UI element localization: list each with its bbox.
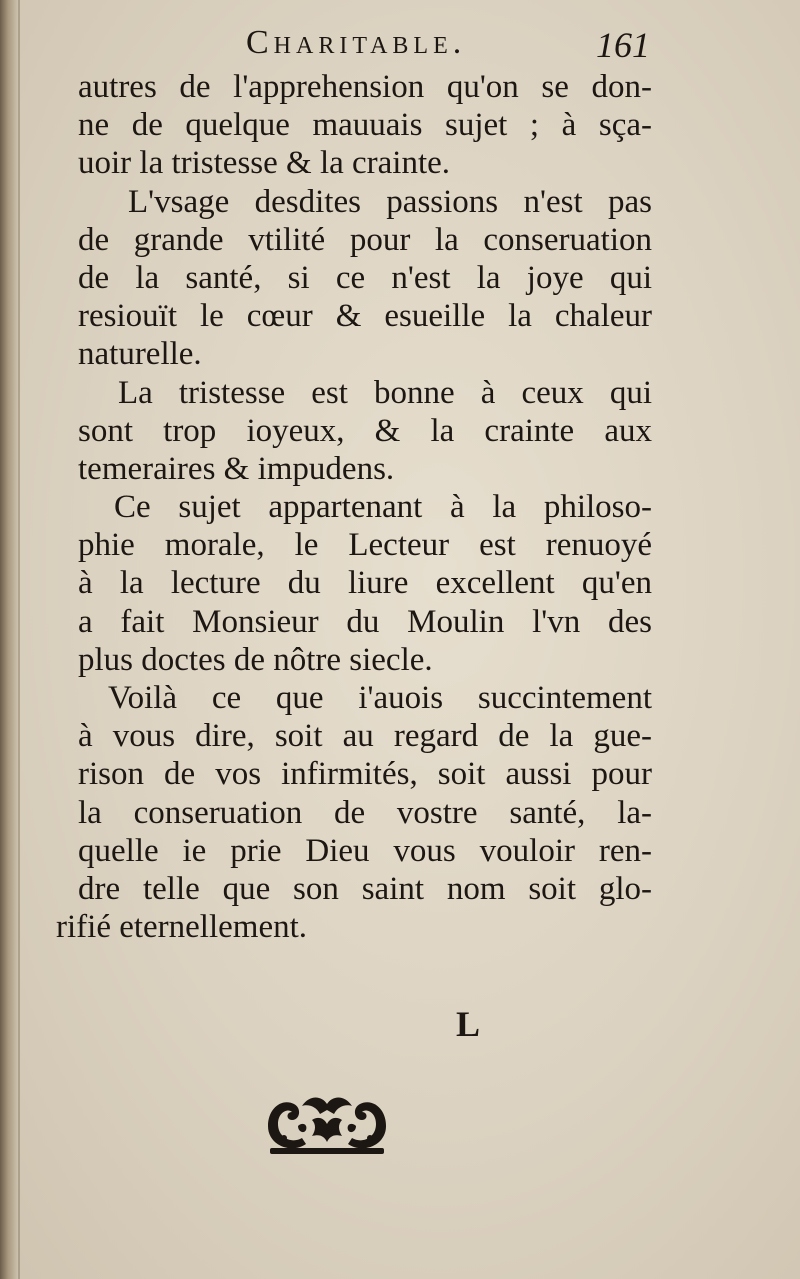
- page-header: [80, 22, 650, 72]
- text-line: autres de l'apprehension qu'on se don-: [78, 69, 652, 105]
- text-line: plus doctes de nôtre siecle.: [78, 641, 433, 678]
- text-line: de la santé, si ce n'est la joye qui: [78, 259, 652, 296]
- text-line: rifié eternellement.: [56, 909, 308, 946]
- text-line: à vous dire, soit au regard de la gue-: [78, 718, 652, 755]
- body-text: [56, 68, 652, 946]
- text-line: sont trop ioyeux, & la crainte aux: [78, 412, 652, 449]
- gutter-edge: [18, 0, 20, 1279]
- text-line: rison de vos infirmités, soit aussi pour: [78, 756, 652, 793]
- text-line: naturelle.: [78, 336, 202, 373]
- page-gutter: [0, 0, 18, 1279]
- catchword: L: [456, 1004, 481, 1044]
- text-line: ne de quelque mauuais sujet ; à sça-: [78, 107, 652, 144]
- text-line: uoir la tristesse & la crainte.: [78, 145, 451, 182]
- floral-tailpiece-ornament-icon: [262, 1086, 392, 1160]
- text-line: quelle ie prie Dieu vous vouloir ren-: [78, 832, 652, 869]
- text-line: a fait Monsieur du Moulin l'vn des: [78, 603, 652, 640]
- text-line: Voilà ce que i'auois succintement: [108, 680, 652, 716]
- text-line: Ce sujet appartenant à la philoso-: [114, 489, 652, 526]
- text-line: phie morale, le Lecteur est renuoyé: [78, 527, 652, 564]
- text-line: la conseruation de vostre santé, la-: [78, 794, 652, 831]
- running-head: Charitable.: [246, 24, 467, 61]
- text-line: dre telle que son saint nom soit glo-: [78, 870, 652, 907]
- text-line: de grande vtilité pour la conseruation: [78, 221, 652, 258]
- page-number: 161: [596, 25, 650, 65]
- text-line: temeraires & impudens.: [78, 450, 395, 487]
- text-line: La tristesse est bonne à ceux qui: [118, 374, 652, 411]
- text-line: à la lecture du liure excellent qu'en: [78, 565, 652, 602]
- text-line: L'vsage desdites passions n'est pas: [128, 183, 652, 220]
- text-line: resiouït le cœur & esueille la chaleur: [78, 298, 652, 335]
